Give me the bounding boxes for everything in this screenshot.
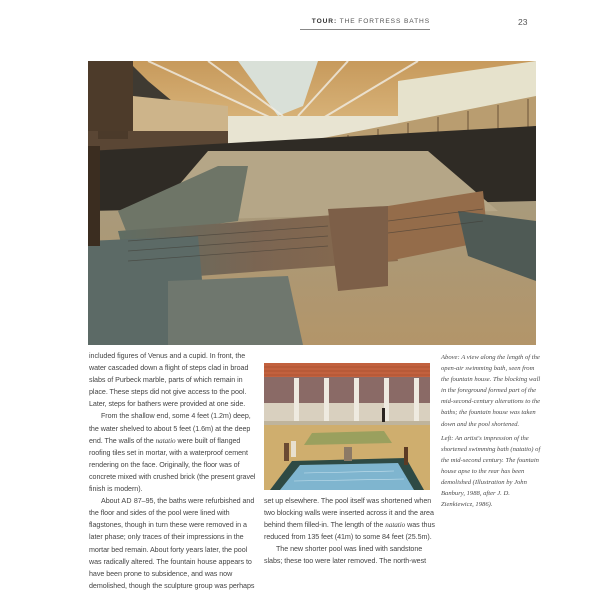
section-title: THE FORTRESS BATHS [339, 18, 430, 25]
caption-above: Above: A view along the length of the open-air swimming bath, seen from the fountain house. The blocking wall in the foreground formed part of the mid-second-century alterations to the baths; the fountain house was taken down and the pool shortened. [441, 354, 541, 428]
illustration-image [264, 363, 430, 490]
photo-image [88, 61, 536, 345]
paragraph: The new shorter pool was lined with sandstone slabs; these too were later removed. The north-west [264, 545, 427, 566]
paragraph: included figures of Venus and a cupid. In front, the water cascaded down a flight of steps clad in broad slabs of Purbeck marble, parts of which remain in place. These steps did not give access to the pool. Later, steps for bathers were provided at one side. [89, 352, 249, 409]
paragraph: set up elsewhere. The pool itself was shortened when two blocking walls were inserted across it and the area behind them filled-in. The length of the natatio was thus reduced from 135 feet (41m) to some 84 feet (25.5m). [264, 497, 435, 542]
running-head [300, 18, 430, 30]
caption-left: Left: An artist's impression of the shortened swimming bath (natatio) of the mid-second century. The fountain house apse to the rear has been demolished (Illustration by John Banbury, 1988, after J. D. Zienkiewicz, 1986). [441, 434, 541, 509]
body-column-1 [89, 350, 261, 592]
paragraph: From the shallow end, some 4 feet (1.2m) deep, the water shelved to about 5 feet (1.6m) at the deep end. The walls of the natatio were built of flanged roofing tiles set in mortar, with a waterproof cement rendering on the face. Originally, the floor was of concrete mixed with crushed brick (the present gravel finish is modern). [89, 412, 256, 494]
captions [441, 352, 541, 513]
page-number: 23 [518, 17, 528, 27]
section-label: TOUR: [311, 18, 338, 25]
artist-illustration [264, 363, 430, 490]
body-column-2 [264, 495, 436, 568]
baths-photograph [88, 61, 536, 345]
paragraph: About AD 87–95, the baths were refurbished and the floor and sides of the pool were lined with flagstones, though in turn these were removed in a later phase; only traces of their impressions in the mortar bed remain. About forty years later, the pool was radically altered. The fountain house appears to have been prone to subsidence, and was now demolished, though the sculpture group was perhaps [89, 497, 255, 590]
